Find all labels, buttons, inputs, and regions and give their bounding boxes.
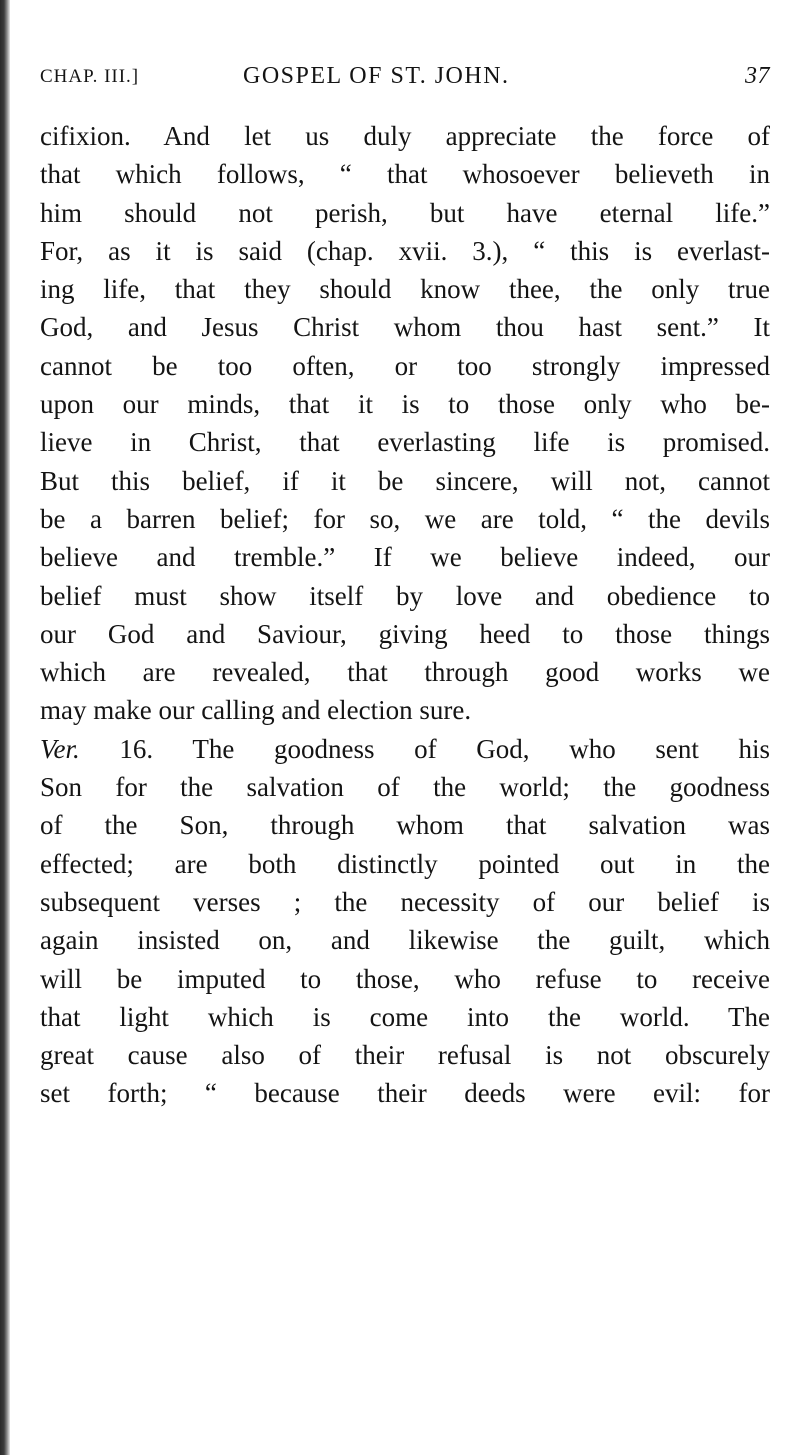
running-head: [40, 63, 770, 97]
verse-text: 16. The goodness of God, who sent his: [119, 733, 771, 764]
text-line: subsequent verses ; the necessity of our belief is: [40, 886, 770, 917]
text-line: believe and tremble.” If we believe indeed, our: [40, 542, 770, 573]
text-line: ing life, that they should know thee, the only true: [40, 274, 770, 305]
text-line: lieve in Christ, that everlasting life is promised.: [40, 427, 770, 458]
body-text: [40, 117, 770, 1113]
text-line: which are revealed, that through good works we: [40, 657, 770, 688]
text-line: of the Son, through whom that salvation was: [40, 810, 770, 841]
running-title: GOSPEL OF ST. JOHN.: [243, 63, 510, 89]
verse-line: [40, 730, 770, 768]
text-line: Son for the salvation of the world; the goodness: [40, 772, 770, 803]
text-line: be a barren belief; for so, we are told, “ the devils: [40, 503, 770, 534]
text-line: belief must show itself by love and obedience to: [40, 580, 770, 611]
text-line: cannot be too often, or too strongly impressed: [40, 350, 770, 381]
text-line: effected; are both distinctly pointed out in the: [40, 848, 770, 879]
page-number: 37: [745, 63, 770, 89]
chapter-marker: CHAP. III.]: [40, 66, 140, 87]
text-line: cifixion. And let us duly appreciate the force of: [40, 121, 770, 151]
text-line: him should not perish, but have eternal life.”: [40, 197, 770, 228]
text-line: again insisted on, and likewise the guilt, which: [40, 925, 770, 956]
text-line: But this belief, if it be sincere, will not, cannot: [40, 465, 770, 496]
text-line: set forth; “ because their deeds were evil: for: [40, 1078, 770, 1109]
paragraph-end-line: may make our calling and election sure.: [40, 695, 472, 726]
text-line: upon our minds, that it is to those only who be-: [40, 389, 770, 420]
verse-label: Ver.: [40, 733, 80, 764]
binding-edge: [0, 0, 10, 1455]
text-line: For, as it is said (chap. xvii. 3.), “ this is everlast-: [40, 235, 770, 266]
text-line: will be imputed to those, who refuse to receive: [40, 963, 770, 994]
text-line: God, and Jesus Christ whom thou hast sent.” It: [40, 312, 770, 343]
text-line: that light which is come into the world. The: [40, 1001, 770, 1032]
text-line: great cause also of their refusal is not obscurely: [40, 1040, 770, 1071]
text-line: our God and Saviour, giving heed to those things: [40, 618, 770, 649]
text-line: that which follows, “ that whosoever believeth in: [40, 159, 770, 190]
